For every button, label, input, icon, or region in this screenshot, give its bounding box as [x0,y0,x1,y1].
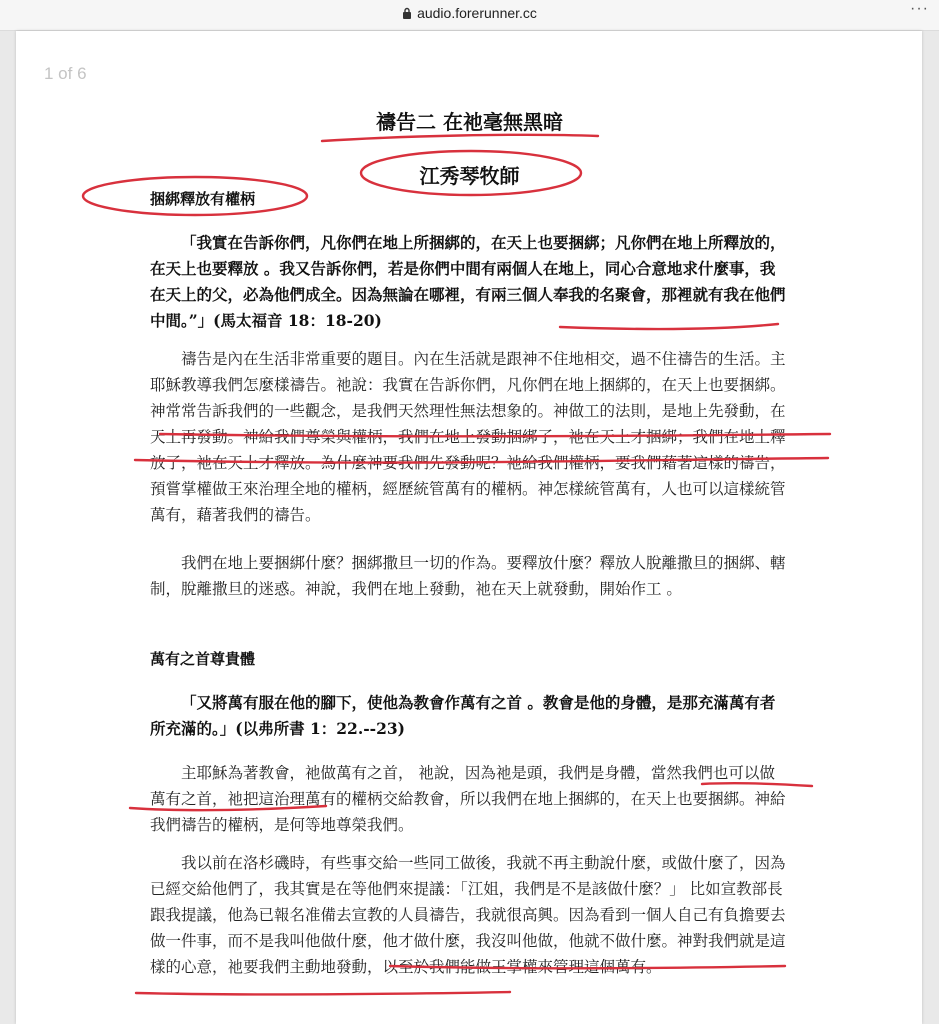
body-paragraph-3: 主耶穌為著教會，祂做萬有之首， 祂說，因為祂是頭，我們是身體，當然我們也可以做萬有之首，祂把這治理萬有的權柄交給教會，所以我們在地上捆綁的，在天上也要捆綁。神給我們禱告的權柄，是何等地尊榮我們。 [150,764,786,834]
page-indicator: 1 of 6 [44,64,87,83]
body-paragraph-2: 我們在地上要捆綁什麼？捆綁撒旦一切的作為。要釋放什麼？釋放人脫離撒旦的捆綁、轄制，脫離撒旦的迷惑。神說，我們在地上發動，祂在天上就發動，開始作工 。 [150,554,786,598]
more-options-icon[interactable]: ··· [910,0,929,17]
body-paragraph-4: 我以前在洛杉磯時，有些事交給一些同工做後，我就不再主動說什麼，或做什麼了，因為已經交給他們了，我其實是在等他們來提議：「江姐，我們是不是該做什麼？」 比如宣教部長跟我提議，他為已報名准備去宣教的人員禱告，我就很高興。因為看到一個人自己有負擔要去做一件事，而不是我叫他做什麼，他才做什麼，我沒叫他做，他就不做什麼。神對我們就是這樣的心意，祂要我們主動地發動，以至於我們能做王掌權來管理這個萬有。 [150,854,786,976]
url-text: audio.forerunner.cc [417,5,537,21]
section-heading-head-of-all: 萬有之首尊貴體 [150,650,256,668]
scripture-quote-matthew: 「我實在告訴你們，凡你們在地上所捆綁的，在天上也要捆綁；凡你們在地上所釋放的，在天上也要釋放 。我又告訴你們，若是你們中間有兩個人在地上，同心合意地求什麼事，我在天上的父，必為他們成全。因為無論在哪裡，有兩三個人奉我的名聚會，那裡就有我在他們中間。”」(馬太福音 18：18-20) [150,233,786,330]
lock-icon [402,7,412,19]
document-title: 禱告二 在祂毫無黑暗 [376,110,563,134]
scripture-quote-ephesians: 「又將萬有服在他的腳下，使他為教會作萬有之首 。教會是他的身體，是那充滿萬有者所充滿的。」(以弗所書 1：22.--23) [150,693,776,738]
body-paragraph-1: 禱告是內在生活非常重要的題目。內在生活就是跟神不住地相交，過不住禱告的生活。主耶穌教導我們怎麼樣禱告。祂說：我實在告訴你們，凡你們在地上捆綁的，在天上也要捆綁。神常常告訴我們的一些觀念，是我們天然理性無法想象的。神做工的法則，是地上先發動，在天上再發動。神給我們尊榮與權柄，我們在地上發動捆綁了，祂在天上才捆綁；我們在地上釋放了，祂在天上才釋放。為什麼神要我們先發動呢？祂給我們權柄，要我們藉著這樣的禱告，預嘗掌權做王來治理全地的權柄，經歷統管萬有的權柄。神怎樣統管萬有，人也可以這樣統管萬有，藉著我們的禱告。 [150,350,786,524]
browser-address-bar [0,0,939,31]
document-author: 江秀琴牧師 [419,164,520,188]
url-display[interactable] [0,5,939,21]
section-heading-binding: 捆綁釋放有權柄 [150,190,256,208]
